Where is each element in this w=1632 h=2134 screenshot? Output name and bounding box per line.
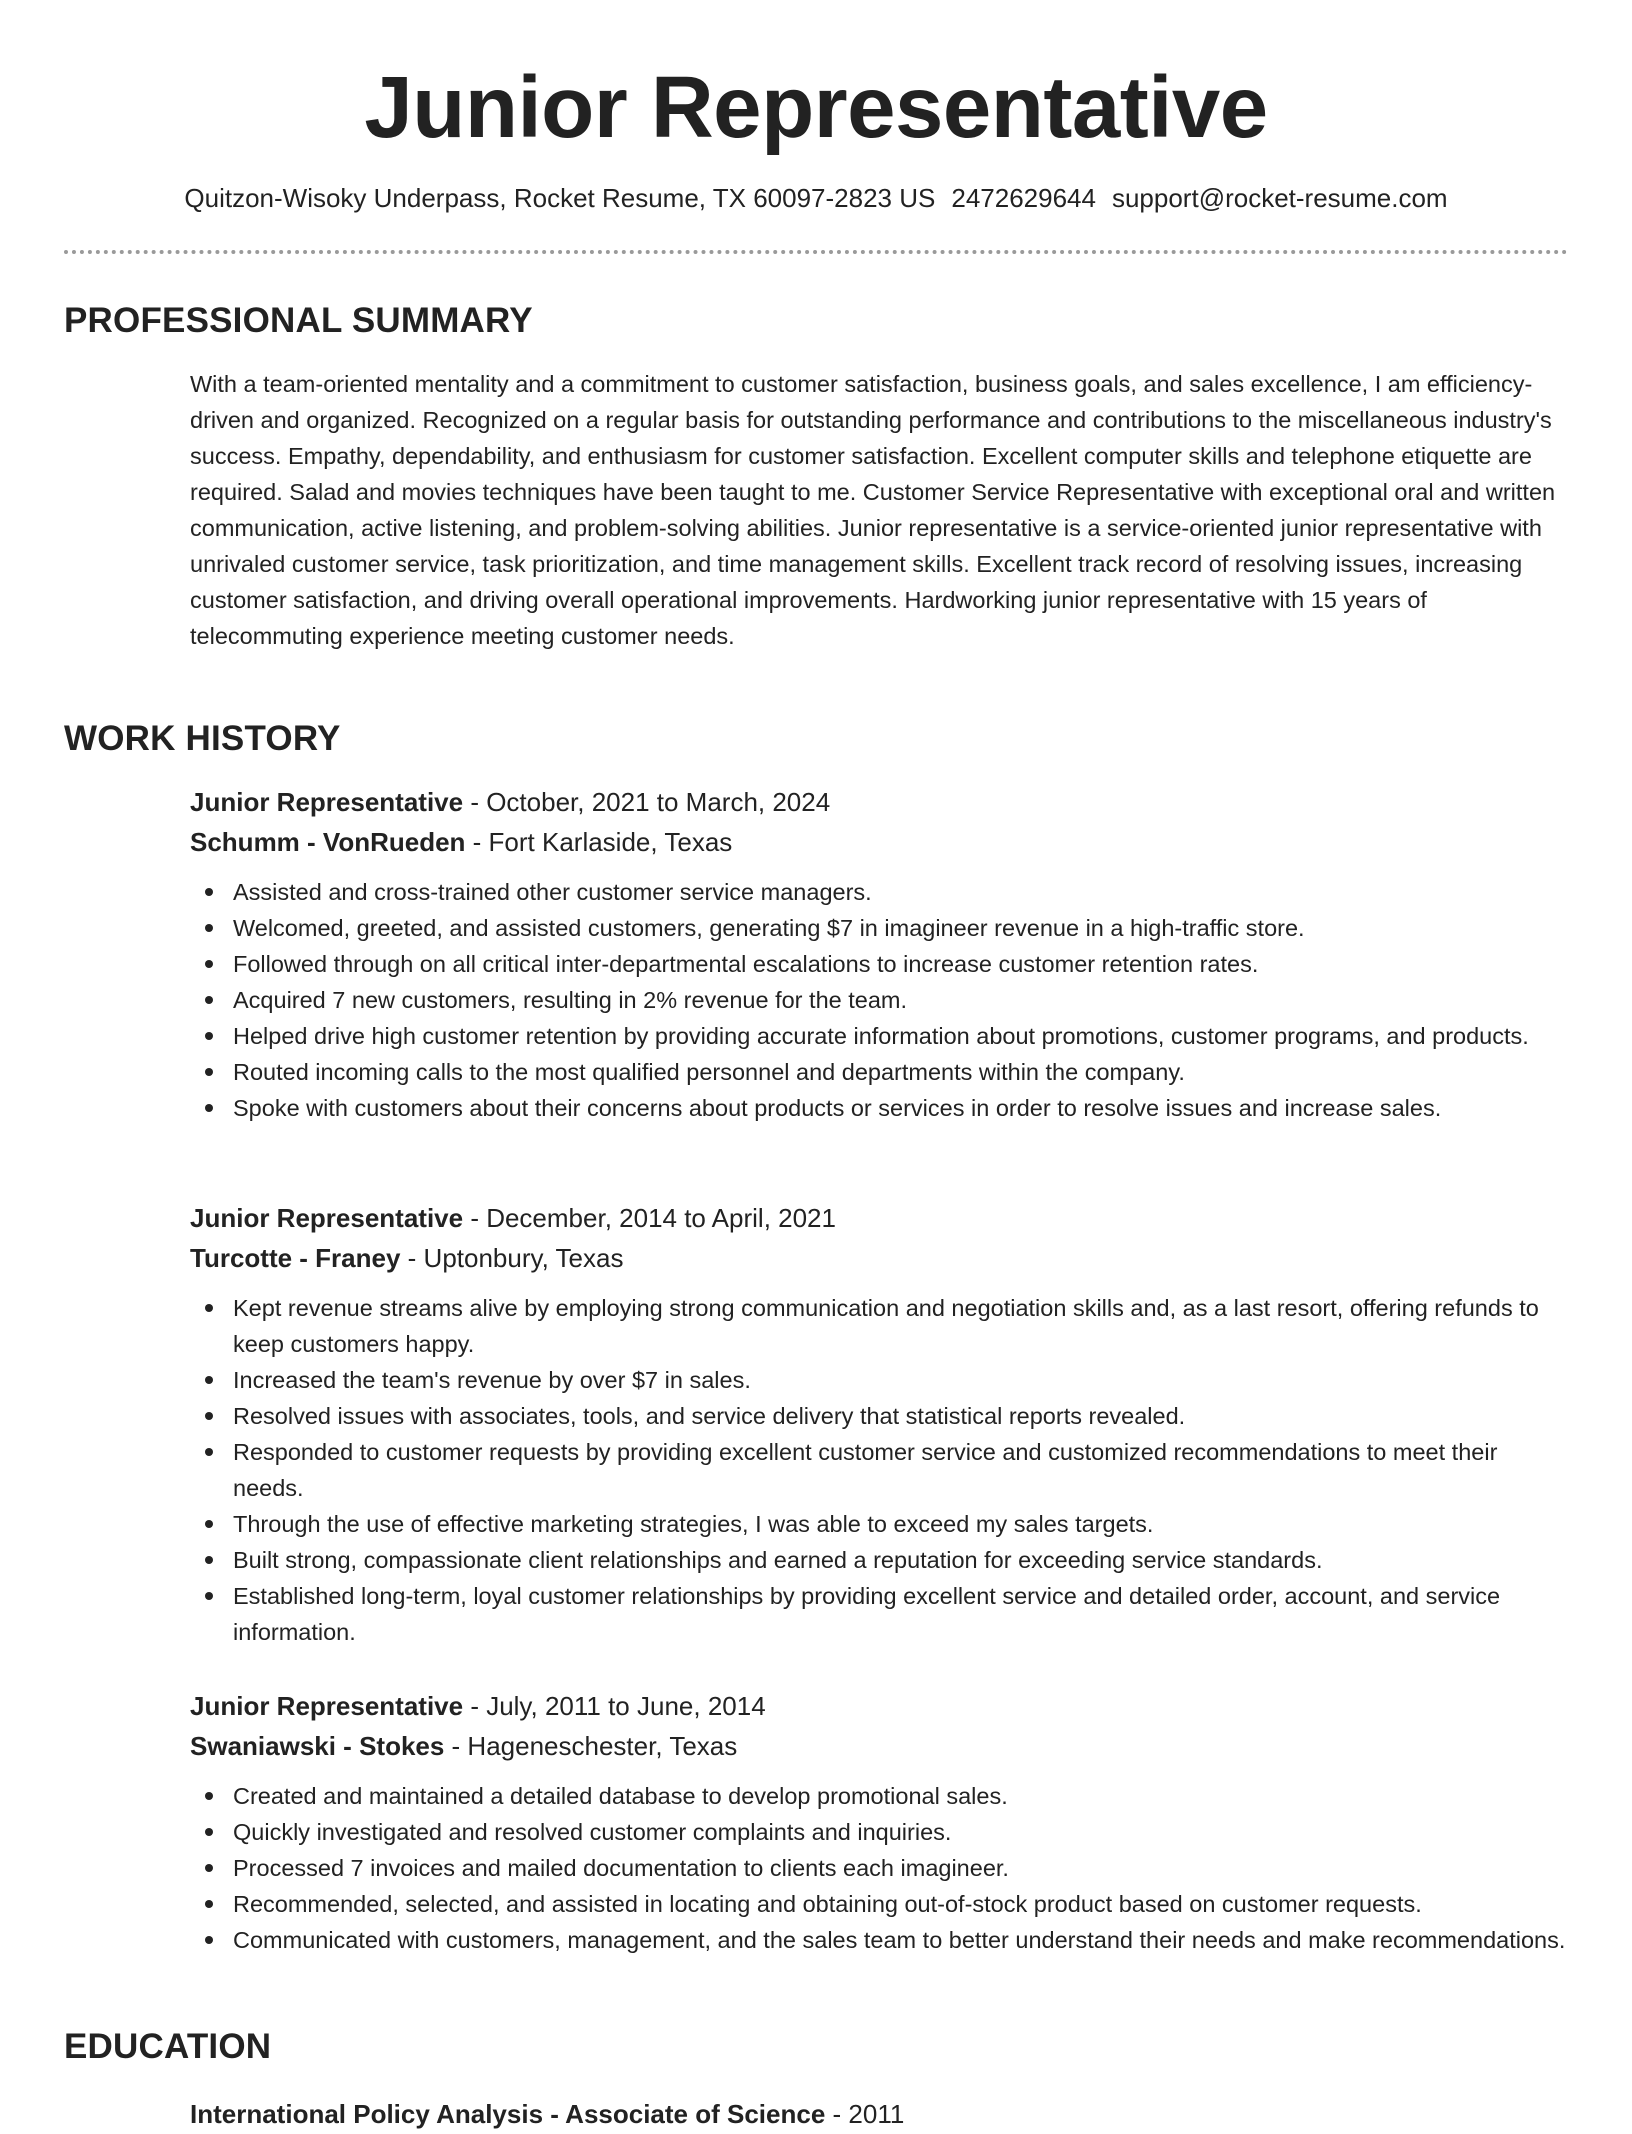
job-company: Schumm - VonRueden xyxy=(190,827,466,857)
job-bullet: Kept revenue streams alive by employing strong communication and negotiation skills and, as a last resort, offering refunds to keep customers happy. xyxy=(190,1290,1568,1362)
contact-phone: 2472629644 xyxy=(951,183,1096,213)
contact-line xyxy=(0,180,1632,216)
contact-email: support@rocket-resume.com xyxy=(1111,183,1448,213)
job-location: - Uptonbury, Texas xyxy=(400,1243,624,1273)
education-entry xyxy=(190,2094,904,2134)
job-company-line xyxy=(190,822,1568,862)
job-bullet: Quickly investigated and resolved customer complaints and inquiries. xyxy=(190,1814,1568,1850)
job-dates: - December, 2014 to April, 2021 xyxy=(463,1203,836,1233)
job-bullet: Acquired 7 new customers, resulting in 2% revenue for the team. xyxy=(190,982,1568,1018)
summary-text: With a team-oriented mentality and a commitment to customer satisfaction, business goals, and sales excellence, I am efficiency-driven and organized. Recognized on a regular basis for outstanding performance and contributions to the miscellaneous industry's success. Empathy, dependability, and enthusiasm for customer satisfaction. Excellent computer skills and telephone etiquette are required. Salad and movies techniques have been taught to me. Customer Service Representative with exceptional oral and written communication, active listening, and problem-solving abilities. Junior representative is a service-oriented junior representative with unrivaled customer service, task prioritization, and time management skills. Excellent track record of resolving issues, increasing customer satisfaction, and driving overall operational improvements. Hardworking junior representative with 15 years of telecommuting experience meeting customer needs. xyxy=(190,371,1556,649)
job-bullet: Welcomed, greeted, and assisted customers, generating $7 in imagineer revenue in a high-traffic store. xyxy=(190,910,1568,946)
job-bullet: Established long-term, loyal customer relationships by providing excellent service and detailed order, account, and service information. xyxy=(190,1578,1568,1650)
job-company: Turcotte - Franey xyxy=(190,1243,401,1273)
job-entry xyxy=(190,782,1568,1126)
job-title-line xyxy=(190,782,1568,822)
job-company-line xyxy=(190,1238,1568,1278)
job-role: Junior Representative xyxy=(190,787,464,817)
summary-heading: PROFESSIONAL SUMMARY xyxy=(64,301,533,340)
job-role: Junior Representative xyxy=(190,1203,464,1233)
job-bullet: Responded to customer requests by providing excellent customer service and customized recommendations to meet their needs. xyxy=(190,1434,1568,1506)
job-company-line xyxy=(190,1726,1568,1766)
job-bullets xyxy=(190,874,1568,1126)
job-bullet: Resolved issues with associates, tools, and service delivery that statistical reports revealed. xyxy=(190,1398,1568,1434)
job-bullet: Spoke with customers about their concerns about products or services in order to resolve issues and increase sales. xyxy=(190,1090,1568,1126)
job-entry xyxy=(190,1686,1568,1958)
contact-address: Quitzon-Wisoky Underpass, Rocket Resume, TX 60097-2823 US xyxy=(184,183,936,213)
job-location: - Fort Karlaside, Texas xyxy=(465,827,733,857)
job-entry xyxy=(190,1198,1568,1650)
job-bullets xyxy=(190,1290,1568,1650)
job-dates: - October, 2021 to March, 2024 xyxy=(463,787,831,817)
job-bullet: Processed 7 invoices and mailed documentation to clients each imagineer. xyxy=(190,1850,1568,1886)
job-bullet: Communicated with customers, management, and the sales team to better understand their needs and make recommendations. xyxy=(190,1922,1568,1958)
education-year: - 2011 xyxy=(825,2099,905,2129)
job-bullet: Assisted and cross-trained other customer service managers. xyxy=(190,874,1568,910)
resume-name: Junior Representative xyxy=(364,59,1268,156)
job-bullet: Created and maintained a detailed database to develop promotional sales. xyxy=(190,1778,1568,1814)
header-divider xyxy=(64,250,1568,254)
job-role: Junior Representative xyxy=(190,1691,464,1721)
education-degree: International Policy Analysis - Associate of Science xyxy=(190,2099,826,2129)
job-company: Swaniawski - Stokes xyxy=(190,1731,445,1761)
job-bullet: Built strong, compassionate client relationships and earned a reputation for exceeding service standards. xyxy=(190,1542,1568,1578)
job-bullet: Increased the team's revenue by over $7 in sales. xyxy=(190,1362,1568,1398)
job-bullets xyxy=(190,1778,1568,1958)
job-bullet: Through the use of effective marketing strategies, I was able to exceed my sales targets. xyxy=(190,1506,1568,1542)
job-title-line xyxy=(190,1198,1568,1238)
job-bullet: Recommended, selected, and assisted in locating and obtaining out-of-stock product based on customer requests. xyxy=(190,1886,1568,1922)
education-heading: EDUCATION xyxy=(64,2027,272,2066)
job-title-line xyxy=(190,1686,1568,1726)
job-bullet: Followed through on all critical inter-departmental escalations to increase customer retention rates. xyxy=(190,946,1568,982)
job-bullet: Helped drive high customer retention by providing accurate information about promotions, customer programs, and products. xyxy=(190,1018,1568,1054)
job-location: - Hageneschester, Texas xyxy=(444,1731,738,1761)
job-bullet: Routed incoming calls to the most qualified personnel and departments within the company. xyxy=(190,1054,1568,1090)
work-history-heading: WORK HISTORY xyxy=(64,719,341,758)
job-dates: - July, 2011 to June, 2014 xyxy=(463,1691,766,1721)
